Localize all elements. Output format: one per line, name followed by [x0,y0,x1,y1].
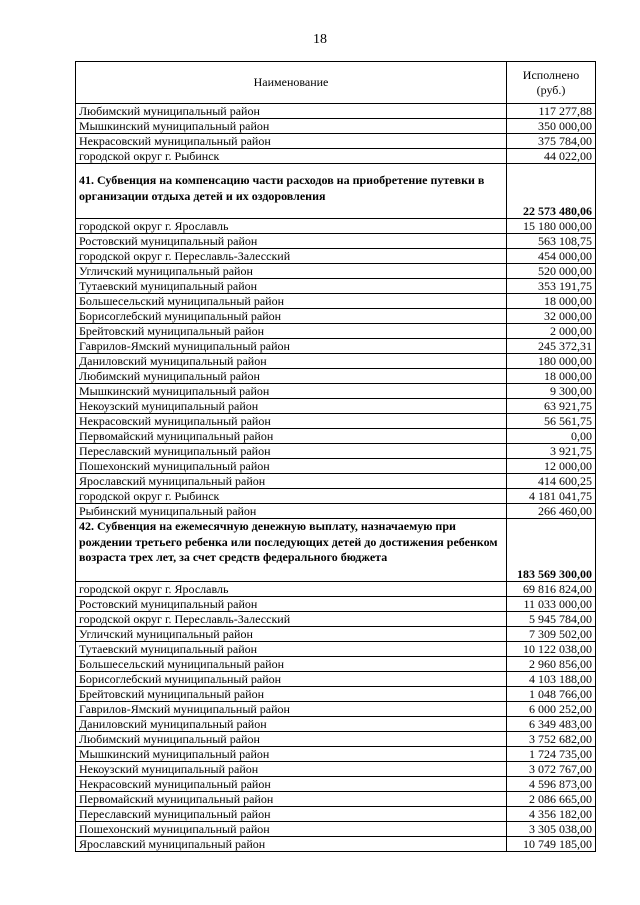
row-amount: 4 103 188,00 [507,672,596,687]
page-number: 18 [313,32,327,47]
table-row [76,149,596,164]
section-41-total: 22 573 480,06 [507,164,596,219]
table-row [76,732,596,747]
row-amount: 7 309 502,00 [507,627,596,642]
row-name: Даниловский муниципальный район [76,717,507,732]
row-name: Переславский муниципальный район [76,807,507,822]
row-amount: 454 000,00 [507,249,596,264]
table-row [76,777,596,792]
rows-before [76,104,596,164]
section-42-title: 42. Субвенция на ежемесячную денежную выплату, назначаемую при рождении третьего ребенка или последующих детей до достижения ребенком возраста трех лет, за счет средств федерального бюджета [76,519,507,582]
row-amount: 15 180 000,00 [507,219,596,234]
table-row [76,384,596,399]
row-amount: 3 921,75 [507,444,596,459]
row-name: Большесельский муниципальный район [76,294,507,309]
row-name: Мышкинский муниципальный район [76,384,507,399]
table-row [76,339,596,354]
table-row [76,597,596,612]
row-name: Переславский муниципальный район [76,444,507,459]
row-amount: 0,00 [507,429,596,444]
row-amount: 2 000,00 [507,324,596,339]
row-amount: 3 305 038,00 [507,822,596,837]
table-row [76,399,596,414]
row-amount: 6 000 252,00 [507,702,596,717]
table-row [76,279,596,294]
table-row [76,792,596,807]
table-row [76,414,596,429]
row-name: Некрасовский муниципальный район [76,134,507,149]
table-row [76,444,596,459]
table-row [76,822,596,837]
table-row [76,249,596,264]
row-amount: 520 000,00 [507,264,596,279]
row-amount: 414 600,25 [507,474,596,489]
section-42 [76,519,596,582]
table-row [76,309,596,324]
budget-table [75,61,596,852]
row-amount: 56 561,75 [507,414,596,429]
row-name: Гаврилов-Ямский муниципальный район [76,702,507,717]
row-amount: 563 108,75 [507,234,596,249]
row-name: Ярославский муниципальный район [76,837,507,852]
row-amount: 6 349 483,00 [507,717,596,732]
row-name: Некоузский муниципальный район [76,399,507,414]
table-row [76,687,596,702]
section-41 [76,164,596,219]
table-header-row [76,62,596,104]
row-amount: 2 086 665,00 [507,792,596,807]
table-row [76,459,596,474]
table-row [76,294,596,309]
row-name: Пошехонский муниципальный район [76,822,507,837]
table-row [76,504,596,519]
section-41-rows [76,219,596,519]
table-row [76,219,596,234]
row-amount: 69 816 824,00 [507,582,596,597]
table-row [76,807,596,822]
row-amount: 11 033 000,00 [507,597,596,612]
row-name: Пошехонский муниципальный район [76,459,507,474]
row-amount: 9 300,00 [507,384,596,399]
row-name: Даниловский муниципальный район [76,354,507,369]
row-name: Первомайский муниципальный район [76,429,507,444]
table-row [76,354,596,369]
row-name: городской округ г. Рыбинск [76,489,507,504]
row-amount: 32 000,00 [507,309,596,324]
row-amount: 10 749 185,00 [507,837,596,852]
table-row [76,747,596,762]
row-amount: 266 460,00 [507,504,596,519]
header-amount-line1: Исполнено [522,67,580,82]
row-name: Некоузский муниципальный район [76,762,507,777]
row-name: Большесельский муниципальный район [76,657,507,672]
row-name: Любимский муниципальный район [76,369,507,384]
table-row [76,119,596,134]
table-row [76,672,596,687]
row-amount: 1 048 766,00 [507,687,596,702]
row-name: городской округ г. Ярославль [76,219,507,234]
section-41-title: 41. Субвенция на компенсацию части расходов на приобретение путевки в организации отдыха детей и их оздоровления [76,164,507,219]
header-amount [507,62,596,104]
row-amount: 353 191,75 [507,279,596,294]
table-row [76,489,596,504]
row-amount: 350 000,00 [507,119,596,134]
section-42-header [76,519,596,582]
section-41-header [76,164,596,219]
row-name: Ростовский муниципальный район [76,234,507,249]
table-row [76,627,596,642]
row-name: Ярославский муниципальный район [76,474,507,489]
row-name: Гаврилов-Ямский муниципальный район [76,339,507,354]
table-row [76,642,596,657]
row-name: Мышкинский муниципальный район [76,119,507,134]
section-42-total: 183 569 300,00 [507,519,596,582]
row-name: Брейтовский муниципальный район [76,687,507,702]
table-row [76,837,596,852]
row-name: Тутаевский муниципальный район [76,642,507,657]
row-amount: 3 072 767,00 [507,762,596,777]
table-row [76,104,596,119]
row-name: Угличский муниципальный район [76,264,507,279]
table-row [76,582,596,597]
row-name: Первомайский муниципальный район [76,792,507,807]
row-amount: 245 372,31 [507,339,596,354]
row-amount: 44 022,00 [507,149,596,164]
table-row [76,429,596,444]
row-amount: 4 596 873,00 [507,777,596,792]
row-amount: 375 784,00 [507,134,596,149]
row-name: Ростовский муниципальный район [76,597,507,612]
table-row [76,657,596,672]
table-row [76,324,596,339]
table-row [76,234,596,249]
row-amount: 5 945 784,00 [507,612,596,627]
row-amount: 4 181 041,75 [507,489,596,504]
table-row [76,474,596,489]
row-amount: 1 724 735,00 [507,747,596,762]
header-amount-line2: (руб.) [536,82,566,97]
row-name: Некрасовский муниципальный район [76,414,507,429]
row-name: городской округ г. Ярославль [76,582,507,597]
row-name: городской округ г. Переславль-Залесский [76,249,507,264]
row-amount: 117 277,88 [507,104,596,119]
row-name: Брейтовский муниципальный район [76,324,507,339]
row-name: Любимский муниципальный район [76,104,507,119]
row-name: городской округ г. Рыбинск [76,149,507,164]
row-name: городской округ г. Переславль-Залесский [76,612,507,627]
row-amount: 3 752 682,00 [507,732,596,747]
section-42-rows [76,582,596,852]
row-name: Тутаевский муниципальный район [76,279,507,294]
row-amount: 12 000,00 [507,459,596,474]
row-amount: 180 000,00 [507,354,596,369]
table-row [76,264,596,279]
row-amount: 2 960 856,00 [507,657,596,672]
table-row [76,612,596,627]
table-row [76,762,596,777]
row-amount: 10 122 038,00 [507,642,596,657]
header-name: Наименование [76,62,507,104]
row-name: Рыбинский муниципальный район [76,504,507,519]
table-row [76,702,596,717]
row-name: Борисоглебский муниципальный район [76,672,507,687]
row-amount: 18 000,00 [507,369,596,384]
row-name: Угличский муниципальный район [76,627,507,642]
table-row [76,369,596,384]
row-amount: 18 000,00 [507,294,596,309]
table-row [76,717,596,732]
row-name: Некрасовский муниципальный район [76,777,507,792]
row-name: Борисоглебский муниципальный район [76,309,507,324]
table-row [76,134,596,149]
row-amount: 4 356 182,00 [507,807,596,822]
row-name: Мышкинский муниципальный район [76,747,507,762]
row-name: Любимский муниципальный район [76,732,507,747]
row-amount: 63 921,75 [507,399,596,414]
